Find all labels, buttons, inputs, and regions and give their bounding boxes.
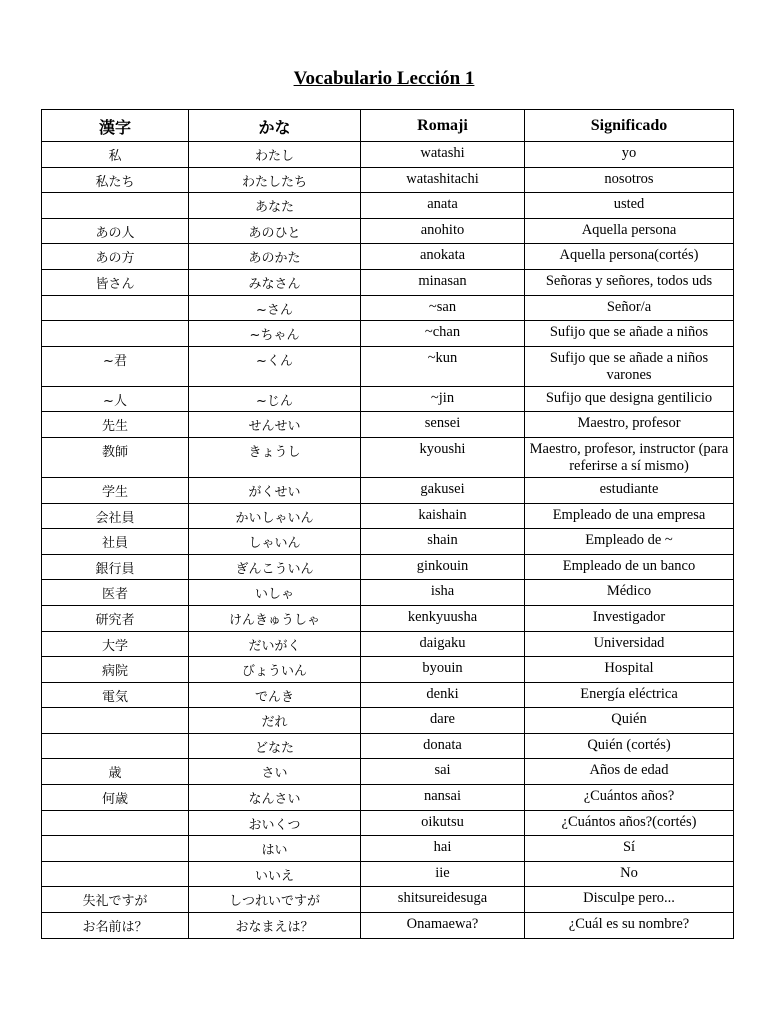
kanji-cell: お名前は？ [42,913,189,939]
table-row [42,657,734,683]
meaning-cell: nosotros [525,167,734,193]
kanji-cell [42,708,189,734]
romaji-cell: shain [361,529,525,555]
kanji-cell: 電気 [42,682,189,708]
kana-cell: みなさん [189,269,361,295]
romaji-cell: shitsureidesuga [361,887,525,913]
meaning-cell: Hospital [525,657,734,683]
romaji-cell: anokata [361,244,525,270]
romaji-cell: ginkouin [361,554,525,580]
meaning-cell: Aquella persona [525,218,734,244]
kanji-cell: 学生 [42,477,189,503]
romaji-cell: Onamaewa? [361,913,525,939]
table-row [42,218,734,244]
table-row [42,346,734,386]
romaji-cell: kyoushi [361,437,525,477]
vocabulary-table [41,109,734,939]
meaning-cell: Empleado de una empresa [525,503,734,529]
table-row [42,321,734,347]
meaning-cell: Empleado de ~ [525,529,734,555]
meaning-cell: Sufijo que designa gentilicio [525,386,734,412]
meaning-cell: ¿Cuántos años? [525,785,734,811]
kanji-cell: 会社員 [42,503,189,529]
table-row [42,887,734,913]
romaji-cell: gakusei [361,477,525,503]
kana-cell: わたしたち [189,167,361,193]
kana-cell: だいがく [189,631,361,657]
meaning-cell: Maestro, profesor, instructor (para referirse a sí mismo) [525,437,734,477]
kana-cell: しつれいですが [189,887,361,913]
romaji-cell: nansai [361,785,525,811]
page-title: Vocabulario Lección 1 [293,68,475,89]
romaji-cell: watashi [361,142,525,168]
romaji-cell: anohito [361,218,525,244]
table-row [42,477,734,503]
meaning-cell: Señoras y señores, todos uds [525,269,734,295]
table-row [42,631,734,657]
table-row [42,810,734,836]
meaning-cell: Sufijo que se añade a niños varones [525,346,734,386]
kana-cell: ~さん [189,295,361,321]
kana-cell: あのかた [189,244,361,270]
meaning-cell: Años de edad [525,759,734,785]
table-row [42,554,734,580]
romaji-cell: ~kun [361,346,525,386]
kana-cell: かいしゃいん [189,503,361,529]
header-romaji: Romaji [361,110,525,142]
kanji-cell: 医者 [42,580,189,606]
kana-cell: でんき [189,682,361,708]
meaning-cell: ¿Cuántos años?(cortés) [525,810,734,836]
table-row [42,836,734,862]
meaning-cell: estudiante [525,477,734,503]
kana-cell: だれ [189,708,361,734]
kana-cell: あのひと [189,218,361,244]
header-kanji: 漢字 [42,110,189,142]
kana-cell: あなた [189,193,361,219]
meaning-cell: ¿Cuál es su nombre? [525,913,734,939]
romaji-cell: kaishain [361,503,525,529]
kanji-cell [42,193,189,219]
meaning-cell: Médico [525,580,734,606]
meaning-cell: Aquella persona(cortés) [525,244,734,270]
table-row [42,295,734,321]
kana-cell: おいくつ [189,810,361,836]
kana-cell: けんきゅうしゃ [189,605,361,631]
kanji-cell: 教師 [42,437,189,477]
romaji-cell: ~san [361,295,525,321]
romaji-cell: sai [361,759,525,785]
table-row [42,785,734,811]
meaning-cell: Energía eléctrica [525,682,734,708]
kanji-cell: 先生 [42,412,189,438]
romaji-cell: byouin [361,657,525,683]
kana-cell: ぎんこういん [189,554,361,580]
table-row [42,386,734,412]
kanji-cell [42,810,189,836]
header-kana: かな [189,110,361,142]
kana-cell: いしゃ [189,580,361,606]
kanji-cell [42,836,189,862]
romaji-cell: minasan [361,269,525,295]
table-row [42,733,734,759]
table-row [42,167,734,193]
romaji-cell: oikutsu [361,810,525,836]
kanji-cell: 研究者 [42,605,189,631]
kana-cell: ~くん [189,346,361,386]
table-row [42,861,734,887]
meaning-cell: Sí [525,836,734,862]
kanji-cell [42,295,189,321]
table-row [42,605,734,631]
meaning-cell: usted [525,193,734,219]
kanji-cell: 私 [42,142,189,168]
table-row [42,437,734,477]
table-row [42,142,734,168]
romaji-cell: kenkyuusha [361,605,525,631]
kanji-cell: 銀行員 [42,554,189,580]
kanji-cell: 社員 [42,529,189,555]
kana-cell: さい [189,759,361,785]
meaning-cell: Universidad [525,631,734,657]
table-row [42,682,734,708]
table-row [42,580,734,606]
romaji-cell: daigaku [361,631,525,657]
kana-cell: なんさい [189,785,361,811]
kanji-cell: 大学 [42,631,189,657]
romaji-cell: sensei [361,412,525,438]
romaji-cell: ~jin [361,386,525,412]
table-row [42,529,734,555]
romaji-cell: denki [361,682,525,708]
kana-cell: きょうし [189,437,361,477]
kana-cell: せんせい [189,412,361,438]
kanji-cell: ~君 [42,346,189,386]
meaning-cell: Señor/a [525,295,734,321]
romaji-cell: hai [361,836,525,862]
table-row [42,269,734,295]
romaji-cell: isha [361,580,525,606]
kana-cell: びょういん [189,657,361,683]
meaning-cell: Investigador [525,605,734,631]
kana-cell: わたし [189,142,361,168]
kanji-cell [42,733,189,759]
kana-cell: ~ちゃん [189,321,361,347]
kanji-cell: 歳 [42,759,189,785]
meaning-cell: No [525,861,734,887]
romaji-cell: dare [361,708,525,734]
meaning-cell: Sufijo que se añade a niños [525,321,734,347]
meaning-cell: Quién (cortés) [525,733,734,759]
kanji-cell: ~人 [42,386,189,412]
kanji-cell: 失礼ですが [42,887,189,913]
kanji-cell: あの方 [42,244,189,270]
romaji-cell: donata [361,733,525,759]
meaning-cell: Quién [525,708,734,734]
kana-cell: ~じん [189,386,361,412]
kana-cell: がくせい [189,477,361,503]
meaning-cell: yo [525,142,734,168]
kana-cell: どなた [189,733,361,759]
romaji-cell: watashitachi [361,167,525,193]
table-row [42,412,734,438]
header-significado: Significado [525,110,734,142]
table-body [42,142,734,939]
kanji-cell: 皆さん [42,269,189,295]
kana-cell: おなまえは？ [189,913,361,939]
meaning-cell: Maestro, profesor [525,412,734,438]
table-row [42,759,734,785]
table-row [42,244,734,270]
meaning-cell: Disculpe pero... [525,887,734,913]
kanji-cell: 病院 [42,657,189,683]
table-row [42,503,734,529]
kana-cell: はい [189,836,361,862]
romaji-cell: iie [361,861,525,887]
kanji-cell [42,321,189,347]
romaji-cell: anata [361,193,525,219]
table-row [42,913,734,939]
kanji-cell: あの人 [42,218,189,244]
kanji-cell: 何歳 [42,785,189,811]
kanji-cell [42,861,189,887]
table-row [42,193,734,219]
table-row [42,708,734,734]
header-row [42,110,734,142]
meaning-cell: Empleado de un banco [525,554,734,580]
kana-cell: しゃいん [189,529,361,555]
kana-cell: いいえ [189,861,361,887]
kanji-cell: 私たち [42,167,189,193]
romaji-cell: ~chan [361,321,525,347]
